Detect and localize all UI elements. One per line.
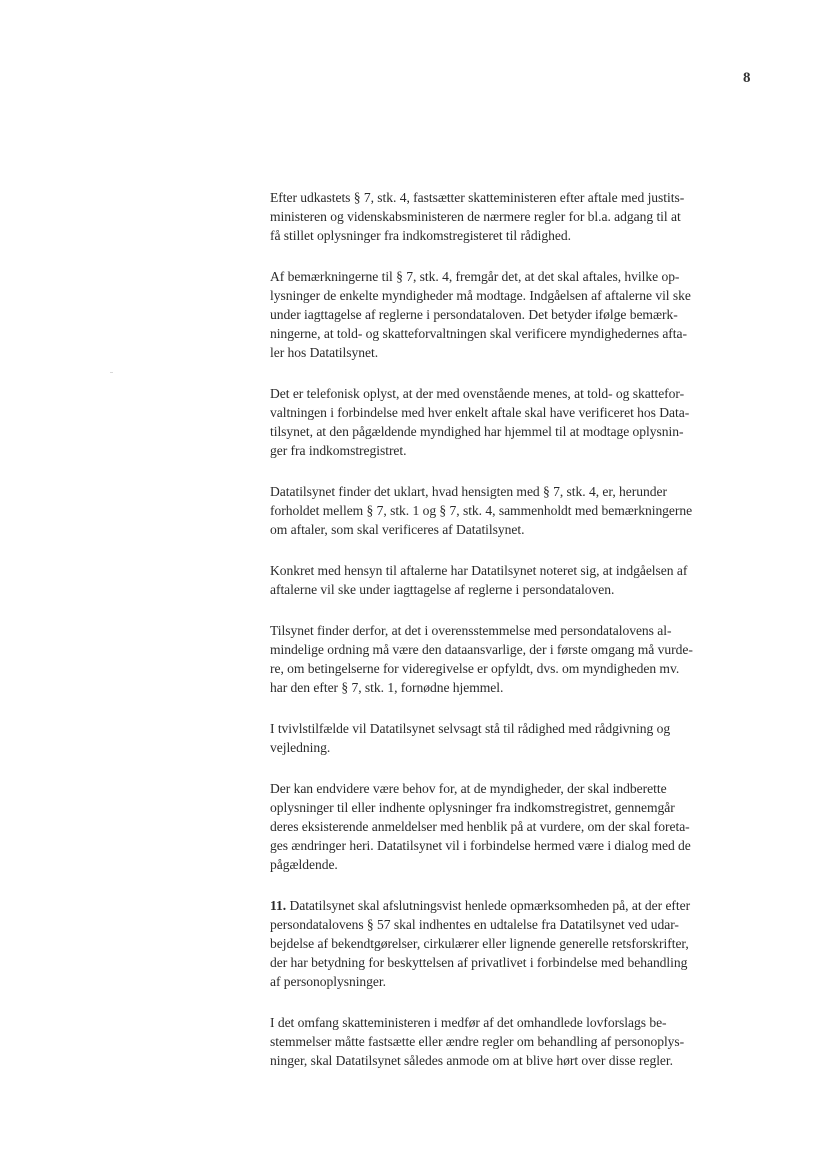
text-line: Tilsynet finder derfor, at det i overensstemmelse med persondatalovens al- [270, 623, 672, 638]
paragraph [270, 719, 754, 757]
text-line: ministeren og videnskabsministeren de nærmere regler for bl.a. adgang til at [270, 209, 681, 224]
text-line: af personoplysninger. [270, 974, 386, 989]
text-line: vejledning. [270, 740, 331, 755]
text-line: der har betydning for beskyttelsen af privatlivet i forbindelse med behandling [270, 955, 688, 970]
text-line: ler hos Datatilsynet. [270, 345, 379, 360]
text-line: re, om betingelserne for videregivelse er opfyldt, dvs. om myndigheden mv. [270, 661, 680, 676]
paragraph [270, 896, 754, 991]
paragraph [270, 188, 754, 245]
text-line: Datatilsynet finder det uklart, hvad hensigten med § 7, stk. 4, er, herunder [270, 484, 667, 499]
text-line: har den efter § 7, stk. 1, fornødne hjemmel. [270, 680, 504, 695]
section-number: 11. [270, 898, 287, 913]
text-line: bejdelse af bekendtgørelser, cirkulærer eller lignende generelle retsforskrifter, [270, 936, 689, 951]
paragraph [270, 384, 754, 460]
page-number: 8 [743, 70, 751, 86]
text-line: aftalerne vil ske under iagttagelse af reglerne i persondataloven. [270, 582, 615, 597]
text-line: ninger, skal Datatilsynet således anmode om at blive hørt over disse regler. [270, 1053, 673, 1068]
text-line-with-section-number [270, 896, 754, 915]
text-line: forholdet mellem § 7, stk. 1 og § 7, stk. 4, sammenholdt med bemærkningerne [270, 503, 693, 518]
text-line: under iagttagelse af reglerne i persondataloven. Det betyder ifølge bemærk- [270, 307, 678, 322]
text-line: I tvivlstilfælde vil Datatilsynet selvsagt stå til rådighed med rådgivning og [270, 721, 671, 736]
text-line: få stillet oplysninger fra indkomstregisteret til rådighed. [270, 228, 571, 243]
document-body [270, 188, 754, 1092]
text-line: oplysninger til eller indhente oplysninger fra indkomstregistret, gennemgår [270, 800, 675, 815]
paragraph [270, 561, 754, 599]
text-line: pågældende. [270, 857, 338, 872]
text-line-rest: Datatilsynet skal afslutningsvist henlede opmærksomheden på, at der efter [286, 898, 691, 913]
text-line: Der kan endvidere være behov for, at de myndigheder, der skal indberette [270, 781, 667, 796]
paragraph [270, 621, 754, 697]
text-line: Af bemærkningerne til § 7, stk. 4, fremgår det, at det skal aftales, hvilke op- [270, 269, 680, 284]
text-line: lysninger de enkelte myndigheder må modtage. Indgåelsen af aftalerne vil ske [270, 288, 691, 303]
text-line: Efter udkastets § 7, stk. 4, fastsætter skatteministeren efter aftale med justits- [270, 190, 685, 205]
paragraph [270, 482, 754, 539]
paragraph [270, 779, 754, 874]
text-line: I det omfang skatteministeren i medfør af det omhandlede lovforslags be- [270, 1015, 667, 1030]
text-line: ges ændringer heri. Datatilsynet vil i forbindelse hermed være i dialog med de [270, 838, 691, 853]
text-line: valtningen i forbindelse med hver enkelt aftale skal have verificeret hos Data- [270, 405, 690, 420]
text-line: ningerne, at told- og skatteforvaltningen skal verificere myndighedernes afta- [270, 326, 687, 341]
text-line: tilsynet, at den pågældende myndighed har hjemmel til at modtage oplysnin- [270, 424, 684, 439]
text-line: persondatalovens § 57 skal indhentes en udtalelse fra Datatilsynet ved udar- [270, 917, 679, 932]
paragraph [270, 267, 754, 362]
scan-speck [110, 372, 113, 373]
text-line: Det er telefonisk oplyst, at der med ovenstående menes, at told- og skattefor- [270, 386, 685, 401]
text-line: mindelige ordning må være den dataansvarlige, der i første omgang må vurde- [270, 642, 693, 657]
text-line: om aftaler, som skal verificeres af Datatilsynet. [270, 522, 525, 537]
text-line: deres eksisterende anmeldelser med henblik på at vurdere, om der skal foreta- [270, 819, 690, 834]
paragraph [270, 1013, 754, 1070]
text-line: stemmelser måtte fastsætte eller ændre regler om behandling af personoplys- [270, 1034, 685, 1049]
text-line: ger fra indkomstregistret. [270, 443, 407, 458]
text-line: Konkret med hensyn til aftalerne har Datatilsynet noteret sig, at indgåelsen af [270, 563, 688, 578]
